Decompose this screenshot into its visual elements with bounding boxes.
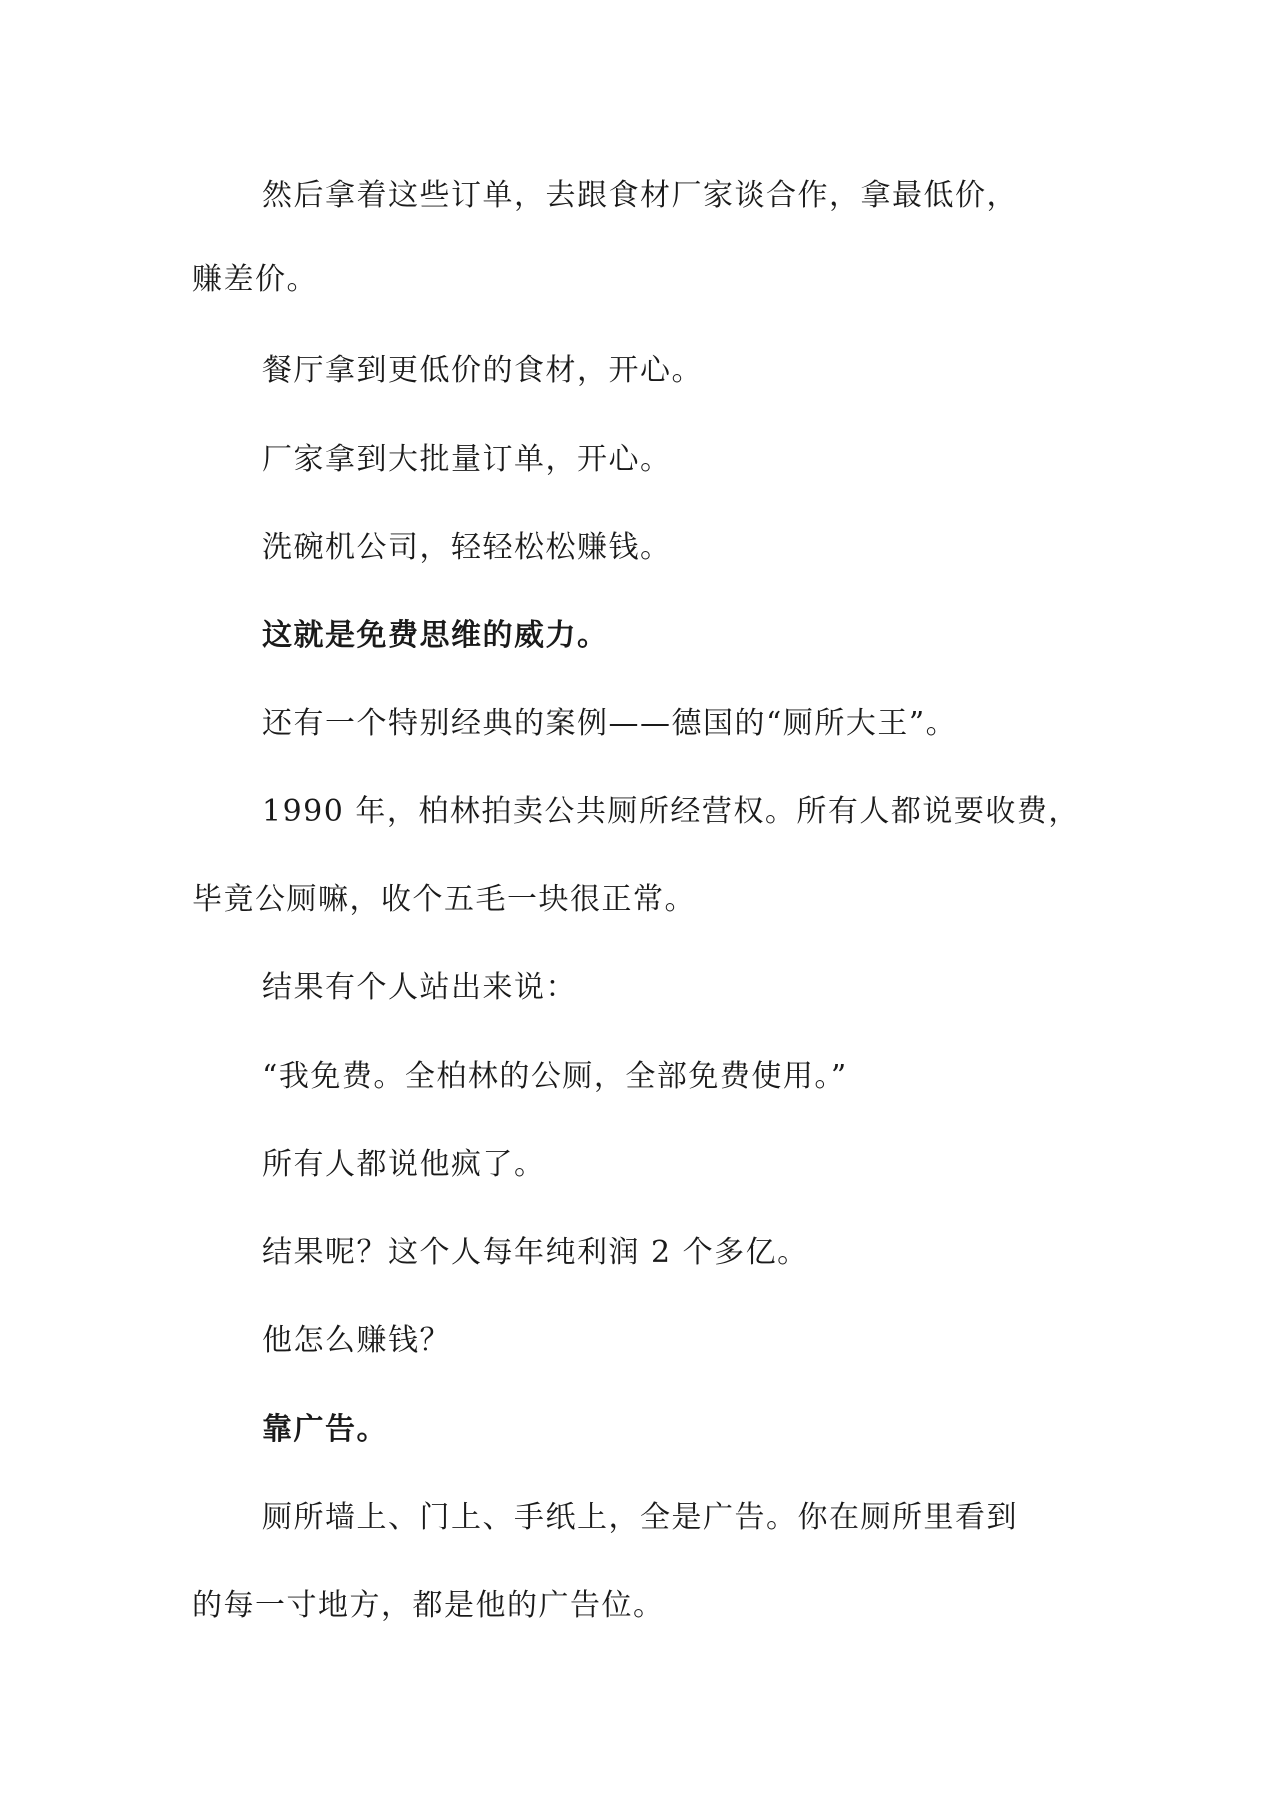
paragraph-line: “我免费。全柏林的公厕，全部免费使用。” xyxy=(262,1059,848,1094)
paragraph-line: 所有人都说他疯了。 xyxy=(262,1147,546,1182)
bold-paragraph-line: 靠广告。 xyxy=(262,1412,388,1447)
paragraph-line: 还有一个特别经典的案例——德国的“厕所大王”。 xyxy=(262,706,958,741)
paragraph-line: 结果有个人站出来说： xyxy=(262,970,577,1005)
paragraph-line: 厂家拿到大批量订单，开心。 xyxy=(262,442,672,477)
paragraph-line: 结果呢？这个人每年纯利润 2 个多亿。 xyxy=(262,1235,809,1270)
paragraph-line: 的每一寸地方，都是他的广告位。 xyxy=(192,1588,665,1623)
bold-paragraph-line: 这就是免费思维的威力。 xyxy=(262,618,609,653)
paragraph-line: 毕竟公厕嘛，收个五毛一块很正常。 xyxy=(192,882,696,917)
paragraph-line: 餐厅拿到更低价的食材，开心。 xyxy=(262,353,703,388)
paragraph-line: 然后拿着这些订单，去跟食材厂家谈合作，拿最低价， xyxy=(262,178,1018,213)
paragraph-line: 他怎么赚钱？ xyxy=(262,1323,451,1358)
paragraph-line: 赚差价。 xyxy=(192,262,318,297)
paragraph-line: 洗碗机公司，轻轻松松赚钱。 xyxy=(262,530,672,565)
paragraph-line: 1990 年，柏林拍卖公共厕所经营权。所有人都说要收费， xyxy=(262,794,1080,829)
paragraph-line: 厕所墙上、门上、手纸上，全是广告。你在厕所里看到 xyxy=(262,1500,1018,1535)
